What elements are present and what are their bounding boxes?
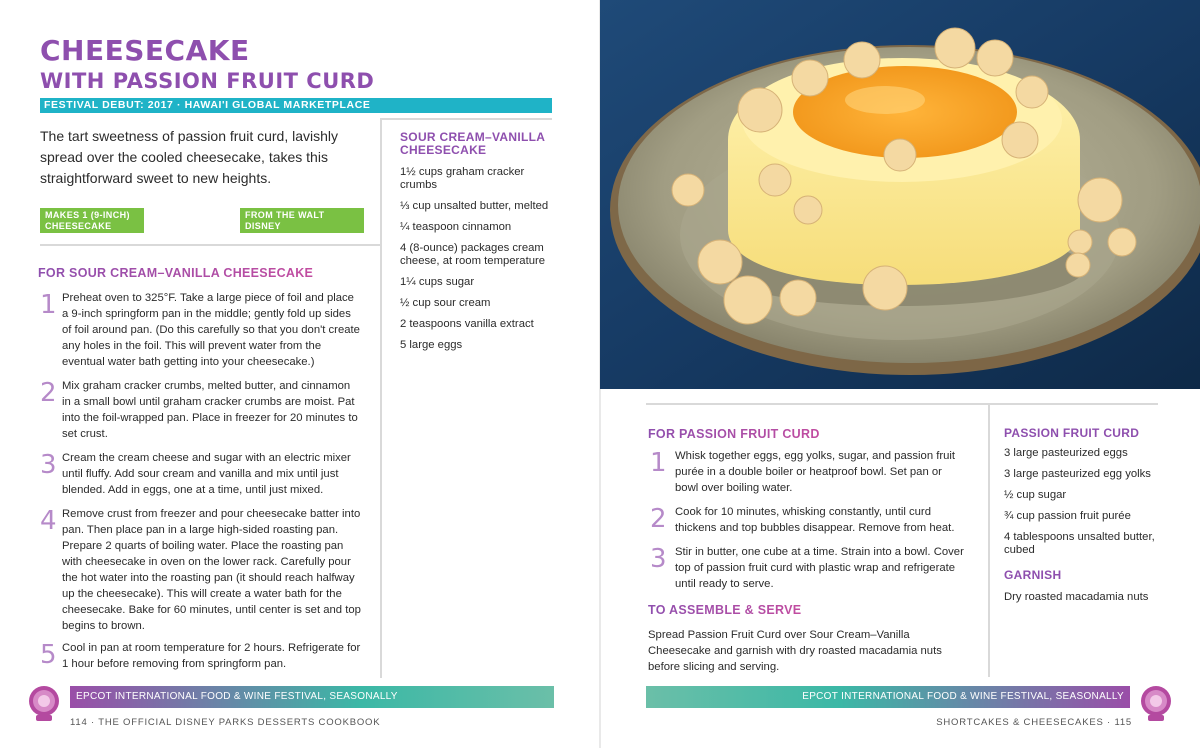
curd-step-2 xyxy=(650,504,970,538)
garnish-item: Dry roasted macadamia nuts xyxy=(1004,591,1149,603)
source-tag xyxy=(240,208,364,242)
step-text: Stir in butter, one cube at a time. Strain into a bowl. Cover top of passion fruit curd with plastic wrap and refrigerate until ready to serve. xyxy=(675,546,964,590)
step-text: Cool in pan at room temperature for 2 hours. Refrigerate for 1 hour before removing from springform pan. xyxy=(62,642,361,670)
festival-debut-bar: FESTIVAL DEBUT: 2017 · HAWAI'I GLOBAL MARKETPLACE xyxy=(40,98,552,113)
ingredients-heading-line2: CHEESECAKE xyxy=(400,143,487,157)
cheesecake-ingredients xyxy=(400,131,560,360)
step-text: Cook for 10 minutes, whisking constantly, until curd thickens and top bubbles disappear. Remove from heat. xyxy=(675,506,955,534)
ingredient-item: ¼ teaspoon cinnamon xyxy=(400,221,512,233)
right-column-divider xyxy=(988,403,990,677)
ingredient-item: 3 large pasteurized eggs xyxy=(1004,447,1128,459)
curd-step-3 xyxy=(650,544,970,594)
step-4 xyxy=(40,506,370,634)
ingredients-heading xyxy=(400,131,560,157)
curd-method-heading: FOR PASSION FRUIT CURD xyxy=(648,427,820,441)
step-text: Mix graham cracker crumbs, melted butter, and cinnamon in a small bowl until graham cracker crumbs are moist. Pat into the foil-wrapped pan. Place in freezer for 20 minutes to set crust. xyxy=(62,380,358,440)
step-number: 1 xyxy=(40,290,57,320)
curd-ingredients xyxy=(1004,427,1170,612)
method-heading: FOR SOUR CREAM–VANILLA CHEESECAKE xyxy=(38,266,314,280)
recipe-intro: The tart sweetness of passion fruit curd, lavishly spread over the cooled cheesecake, takes this straightforward sweet to new heights. xyxy=(40,128,339,186)
assemble-text: Spread Passion Fruit Curd over Sour Cream–Vanilla Cheesecake and garnish with dry roasted macadamia nuts before slicing and serving. xyxy=(648,629,942,673)
festival-banner-left: EPCOT INTERNATIONAL FOOD & WINE FESTIVAL, SEASONALLY xyxy=(70,686,554,708)
yield-tag xyxy=(40,208,144,233)
curd-step-1 xyxy=(650,448,970,498)
ingredient-item: ⅓ cup unsalted butter, melted xyxy=(400,200,549,212)
step-5 xyxy=(40,640,370,674)
source-tag-line2: WORLD RESORT xyxy=(245,232,324,242)
epcot-festival-badge-icon xyxy=(24,684,64,724)
step-number: 2 xyxy=(40,378,57,408)
curd-ingredient-list xyxy=(1004,447,1170,557)
step-1 xyxy=(40,290,370,376)
ingredient-item: 1¼ cups sugar xyxy=(400,276,475,288)
step-number: 5 xyxy=(40,640,57,670)
ingredient-item: 4 (8-ounce) packages cream cheese, at room temperature xyxy=(400,242,546,267)
step-number: 3 xyxy=(40,450,57,480)
yield-tag-line2: CHEESECAKE xyxy=(45,221,112,231)
left-column-divider xyxy=(380,118,382,678)
page-folio-left: 114 · THE OFFICIAL DISNEY PARKS DESSERTS COOKBOOK xyxy=(70,717,381,728)
step-number: 4 xyxy=(40,506,57,536)
ingredients-heading-line1: SOUR CREAM–VANILLA xyxy=(400,130,546,144)
ingredient-item: ½ cup sugar xyxy=(1004,489,1067,501)
ingredient-item: ½ cup sour cream xyxy=(400,297,491,309)
ingredient-item: 3 large pasteurized egg yolks xyxy=(1004,468,1151,480)
ingredient-item: ¾ cup passion fruit purée xyxy=(1004,510,1131,522)
recipe-title-line1: CHEESECAKE xyxy=(40,34,250,67)
step-text: Whisk together eggs, egg yolks, sugar, and passion fruit purée in a double boiler or heatproof bowl. Set pan or bowl over boiling water. xyxy=(675,450,956,494)
curd-ingredients-heading: PASSION FRUIT CURD xyxy=(1004,426,1140,440)
step-number: 1 xyxy=(650,448,667,478)
step-3 xyxy=(40,450,370,498)
epcot-festival-badge-icon xyxy=(1136,684,1176,724)
yield-tag-line1: MAKES 1 (9-INCH) xyxy=(45,210,130,220)
recipe-title xyxy=(40,36,374,94)
source-tag-line1: FROM THE WALT DISNEY xyxy=(245,210,325,231)
step-text: Cream the cream cheese and sugar with an electric mixer until fluffy. Add sour cream and vanilla and mix until just blended. Add in eggs, one at a time, until just mixed. xyxy=(62,452,351,496)
garnish-heading: GARNISH xyxy=(1004,568,1062,582)
festival-banner-right: EPCOT INTERNATIONAL FOOD & WINE FESTIVAL, SEASONALLY xyxy=(646,686,1130,708)
ingredients-top-divider xyxy=(380,118,552,120)
assemble-heading: TO ASSEMBLE & SERVE xyxy=(648,603,802,617)
step-2 xyxy=(40,378,370,442)
ingredient-list xyxy=(400,166,560,352)
step-text: Remove crust from freezer and pour cheesecake batter into pan. Then place pan in a large high-sided roasting pan. Prepare 2 quarts of boiling water. Place the roasting pan with cheesecake in oven on the lower rack. Carefully pour the hot water into the roasting pan (it should reach halfway up the cheesecake). This will create a water bath for the cheesecake. Bake for 60 minutes, until center is set and top begins to brown. xyxy=(62,508,361,632)
step-text: Preheat oven to 325°F. Take a large piece of foil and place a 9-inch springform pan in the middle; gently fold up sides of foil around pan. (Do this carefully so that you don't create any holes in the foil. This will prevent water from the eventual water bath getting into your cheesecake.) xyxy=(62,292,360,368)
left-divider xyxy=(40,244,380,246)
ingredient-item: 1½ cups graham cracker crumbs xyxy=(400,166,525,191)
right-top-divider xyxy=(646,403,1158,405)
ingredient-item: 5 large eggs xyxy=(400,339,463,351)
ingredient-item: 2 teaspoons vanilla extract xyxy=(400,318,534,330)
cheesecake-photo xyxy=(600,0,1200,389)
page-folio-right: SHORTCAKES & CHEESECAKES · 115 xyxy=(936,717,1132,728)
garnish-list xyxy=(1004,591,1170,604)
recipe-title-line2: WITH PASSION FRUIT CURD xyxy=(40,69,375,93)
step-number: 3 xyxy=(650,544,667,574)
ingredient-item: 4 tablespoons unsalted butter, cubed xyxy=(1004,531,1155,556)
step-number: 2 xyxy=(650,504,667,534)
